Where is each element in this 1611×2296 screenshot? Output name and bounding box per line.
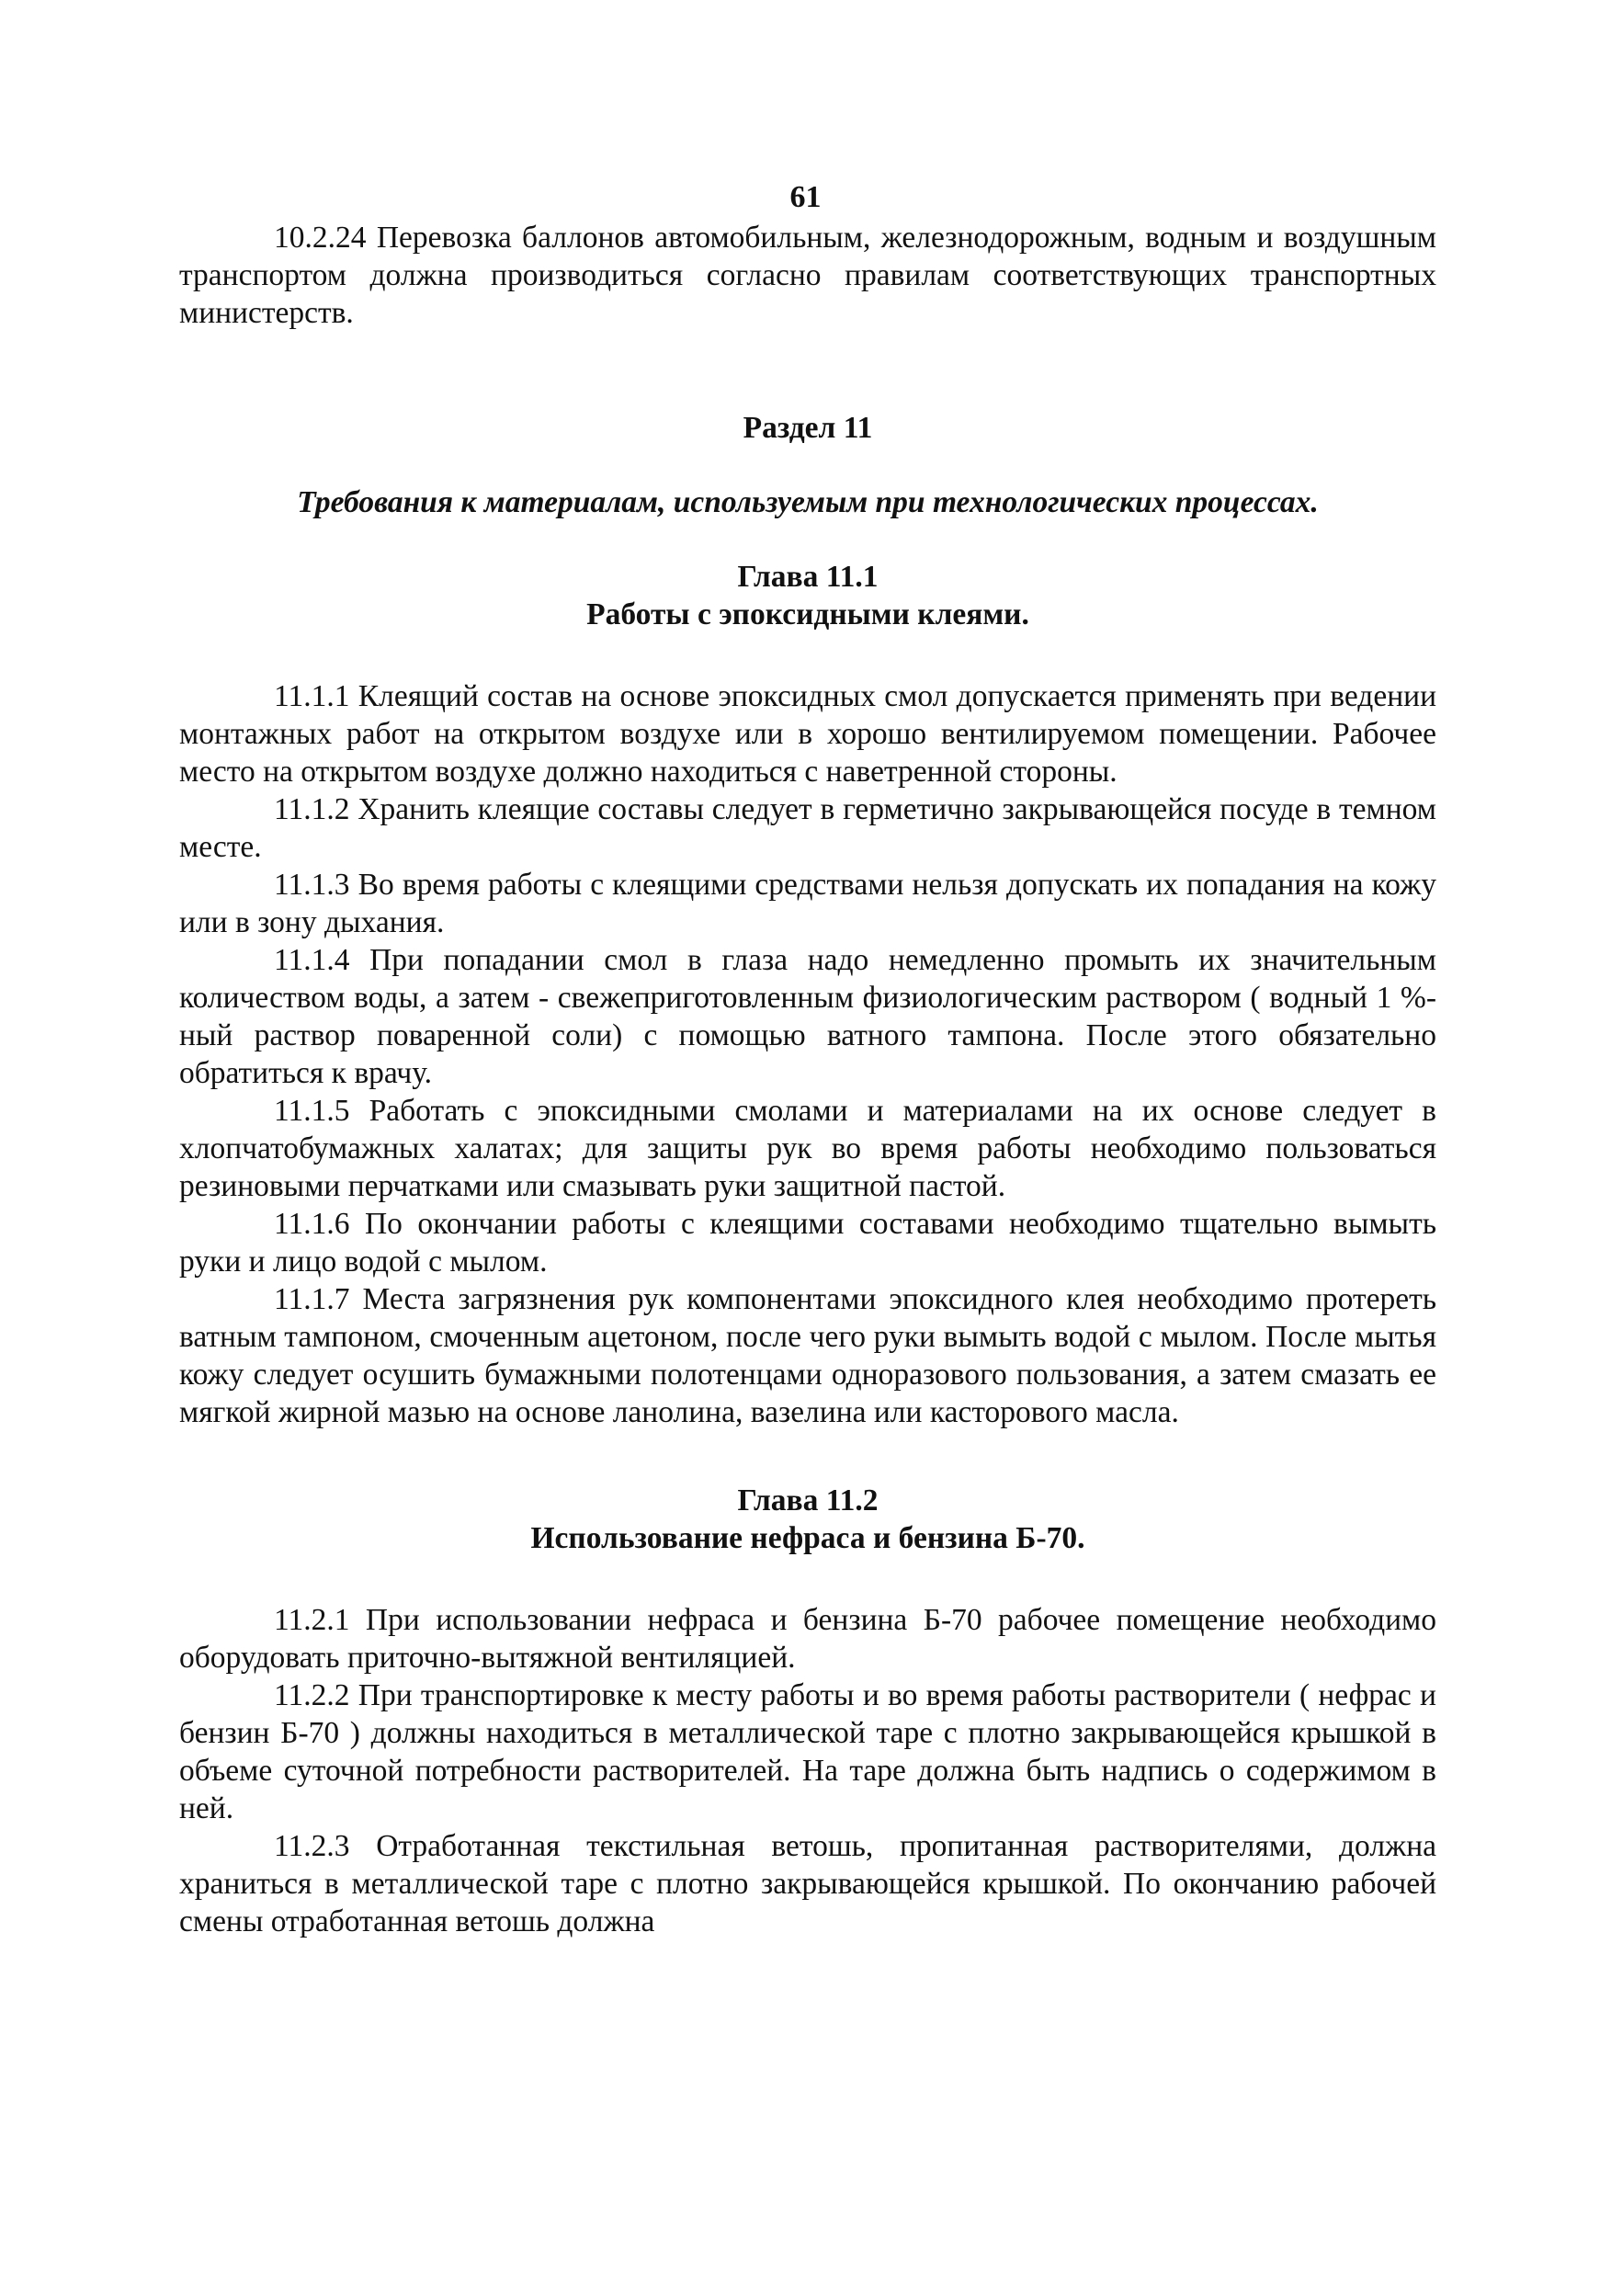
intro-paragraph: 10.2.24 Перевозка баллонов автомобильным, железнодорожным, водным и воздушным транспортом должна производиться согласно правилам соответствующих транспортных министерств.	[179, 221, 1436, 330]
chapter-1-title: Работы с эпоксидными клеями.	[586, 597, 1029, 631]
paragraph-11-2-1: 11.2.1 При использовании нефраса и бензина Б-70 рабочее помещение необходимо оборудовать приточно-вытяжной вентиляцией.	[179, 1603, 1436, 1675]
paragraph-11-1-4: 11.1.4 При попадании смол в глаза надо немедленно промыть их значительным количеством воды, а затем - свежеприготовленным физиологическим раствором ( водный 1 %-ный раствор поваренной соли) с помощью ватного тампона. После этого обязательно обратиться к врачу.	[179, 943, 1436, 1090]
paragraph-11-1-1: 11.1.1 Клеящий состав на основе эпоксидных смол допускается применять при ведении монтажных работ на открытом воздухе или в хорошо вентилируемом помещении. Рабочее место на открытом воздухе должно находиться с наветренной стороны.	[179, 679, 1436, 789]
chapter-2-title: Использование нефраса и бензина Б-70.	[530, 1521, 1085, 1555]
page-content	[179, 219, 1436, 1940]
chapter-2-body	[179, 1601, 1436, 1940]
paragraph-11-1-2: 11.1.2 Хранить клеящие составы следует в герметично закрывающейся посуде в темном месте.	[179, 792, 1436, 864]
paragraph-11-2-2: 11.2.2 При транспортировке к месту работы и во время работы растворители ( нефрас и бензин Б-70 ) должны находиться в металлической таре с плотно закрывающейся крышкой в объеме суточной потребности растворителей. На таре должна быть надпись о содержимом в ней.	[179, 1678, 1436, 1825]
paragraph-11-1-6: 11.1.6 По окончании работы с клеящими составами необходимо тщательно вымыть руки и лицо водой с мылом.	[179, 1207, 1436, 1279]
chapter-1-label: Глава 11.1	[737, 560, 879, 594]
paragraph-11-1-7: 11.1.7 Места загрязнения рук компонентами эпоксидного клея необходимо протереть ватным тампоном, смоченным ацетоном, после чего руки вымыть водой с мылом. После мытья кожу следует осушить бумажными полотенцами одноразового пользования, а затем смазать ее мягкой жирной мазью на основе ланолина, вазелина или касторового масла.	[179, 1282, 1436, 1429]
section-title: Раздел 11	[743, 411, 873, 445]
paragraph-11-2-3: 11.2.3 Отработанная текстильная ветошь, пропитанная растворителями, должна храниться в металлической таре с плотно закрывающейся крышкой. По окончанию рабочей смены отработанная ветошь должна	[179, 1829, 1436, 1938]
paragraph-11-1-3: 11.1.3 Во время работы с клеящими средствами нельзя допускать их попадания на кожу или в зону дыхания.	[179, 868, 1436, 939]
paragraph-11-1-5: 11.1.5 Работать с эпоксидными смолами и материалами на их основе следует в хлопчатобумажных халатах; для защиты рук во время работы необходимо пользоваться резиновыми перчатками или смазывать руки защитной пастой.	[179, 1094, 1436, 1203]
chapter-1-body	[179, 677, 1436, 1431]
page-number: 61	[789, 180, 822, 214]
section-subtitle: Требования к материалам, используемым при технологических процессах.	[297, 485, 1319, 519]
chapter-2-label: Глава 11.2	[737, 1483, 879, 1517]
